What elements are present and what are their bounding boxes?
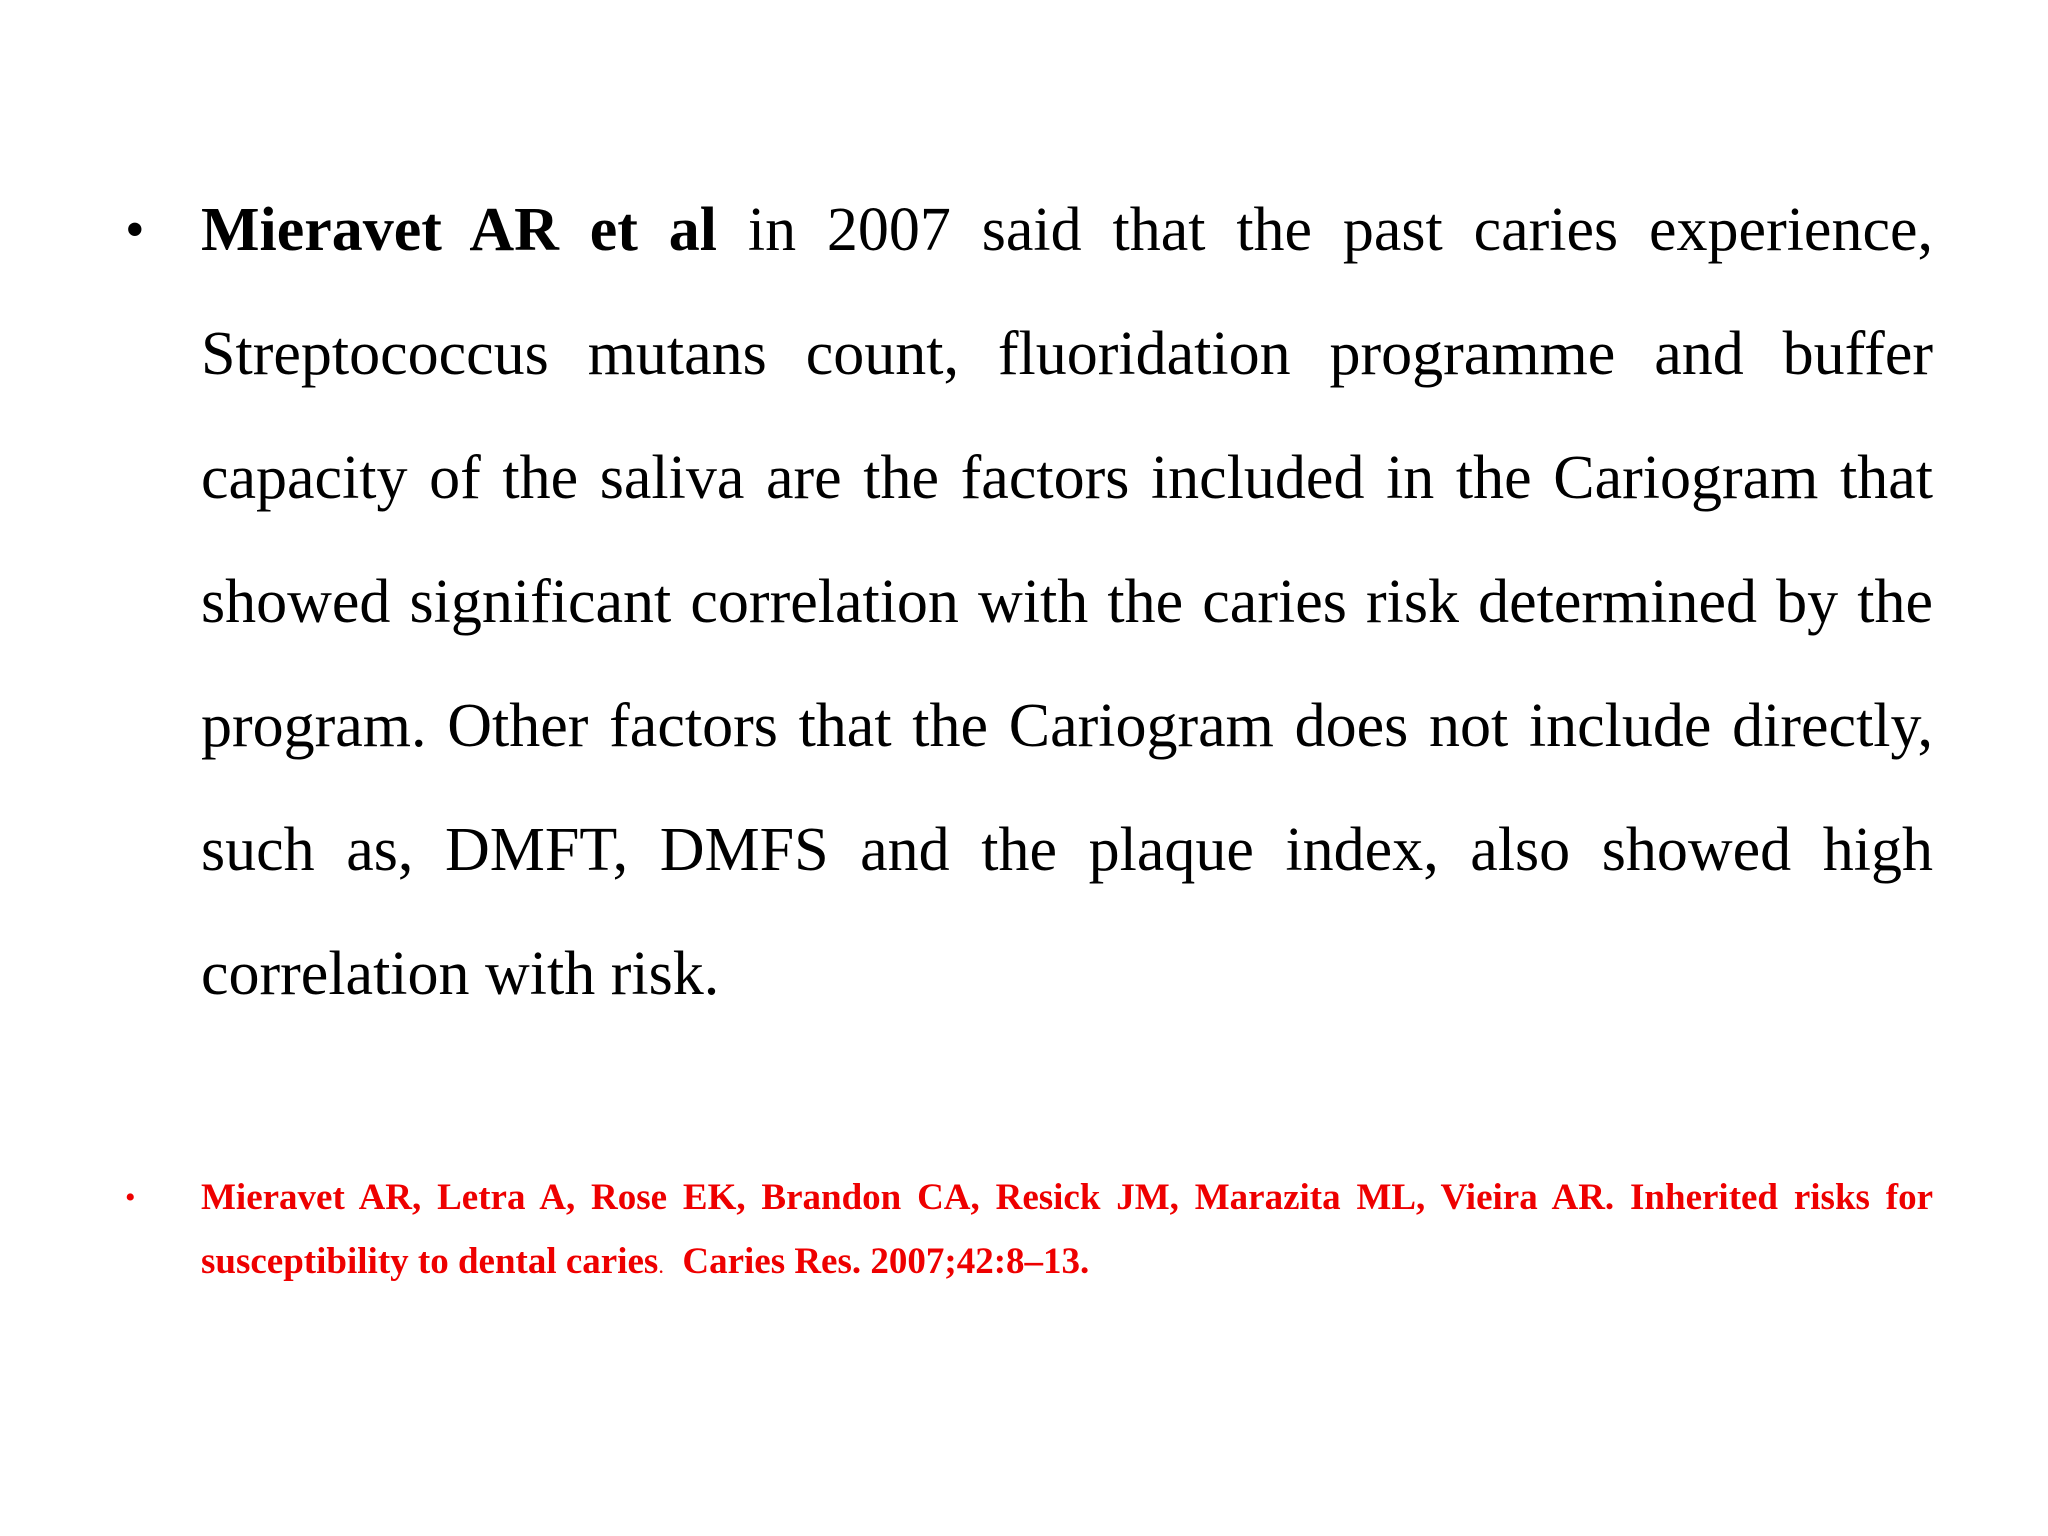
main-body-text: in 2007 said that the past caries experience, Streptococcus mutans count, fluoridation programme and buffer capacity of the saliva are the factors included in the Cariogram that showed significant correlation with the caries risk determined by the program. Other factors that the Cariogram does not include directly, such as, DMFT, DMFS and the plaque index, also showed high correlation with risk. — [201, 196, 1933, 1008]
reference-citation — [201, 1166, 1933, 1298]
reference-separator: . — [658, 1253, 664, 1278]
bullet-icon: • — [125, 1181, 136, 1214]
main-paragraph — [201, 168, 1933, 1036]
reference-bullet-point — [125, 1166, 1933, 1298]
main-bullet-point — [125, 168, 1933, 1036]
reference-journal: Caries Res. 2007;42:8–13. — [663, 1241, 1090, 1282]
reference-title: Mieravet AR, Letra A, Rose EK, Brandon CA, Resick JM, Marazita ML, Vieira AR. Inherited risks for susceptibility to dental caries — [201, 1177, 1933, 1282]
bullet-icon: • — [125, 199, 145, 261]
author-lead: Mieravet AR et al — [201, 196, 718, 264]
